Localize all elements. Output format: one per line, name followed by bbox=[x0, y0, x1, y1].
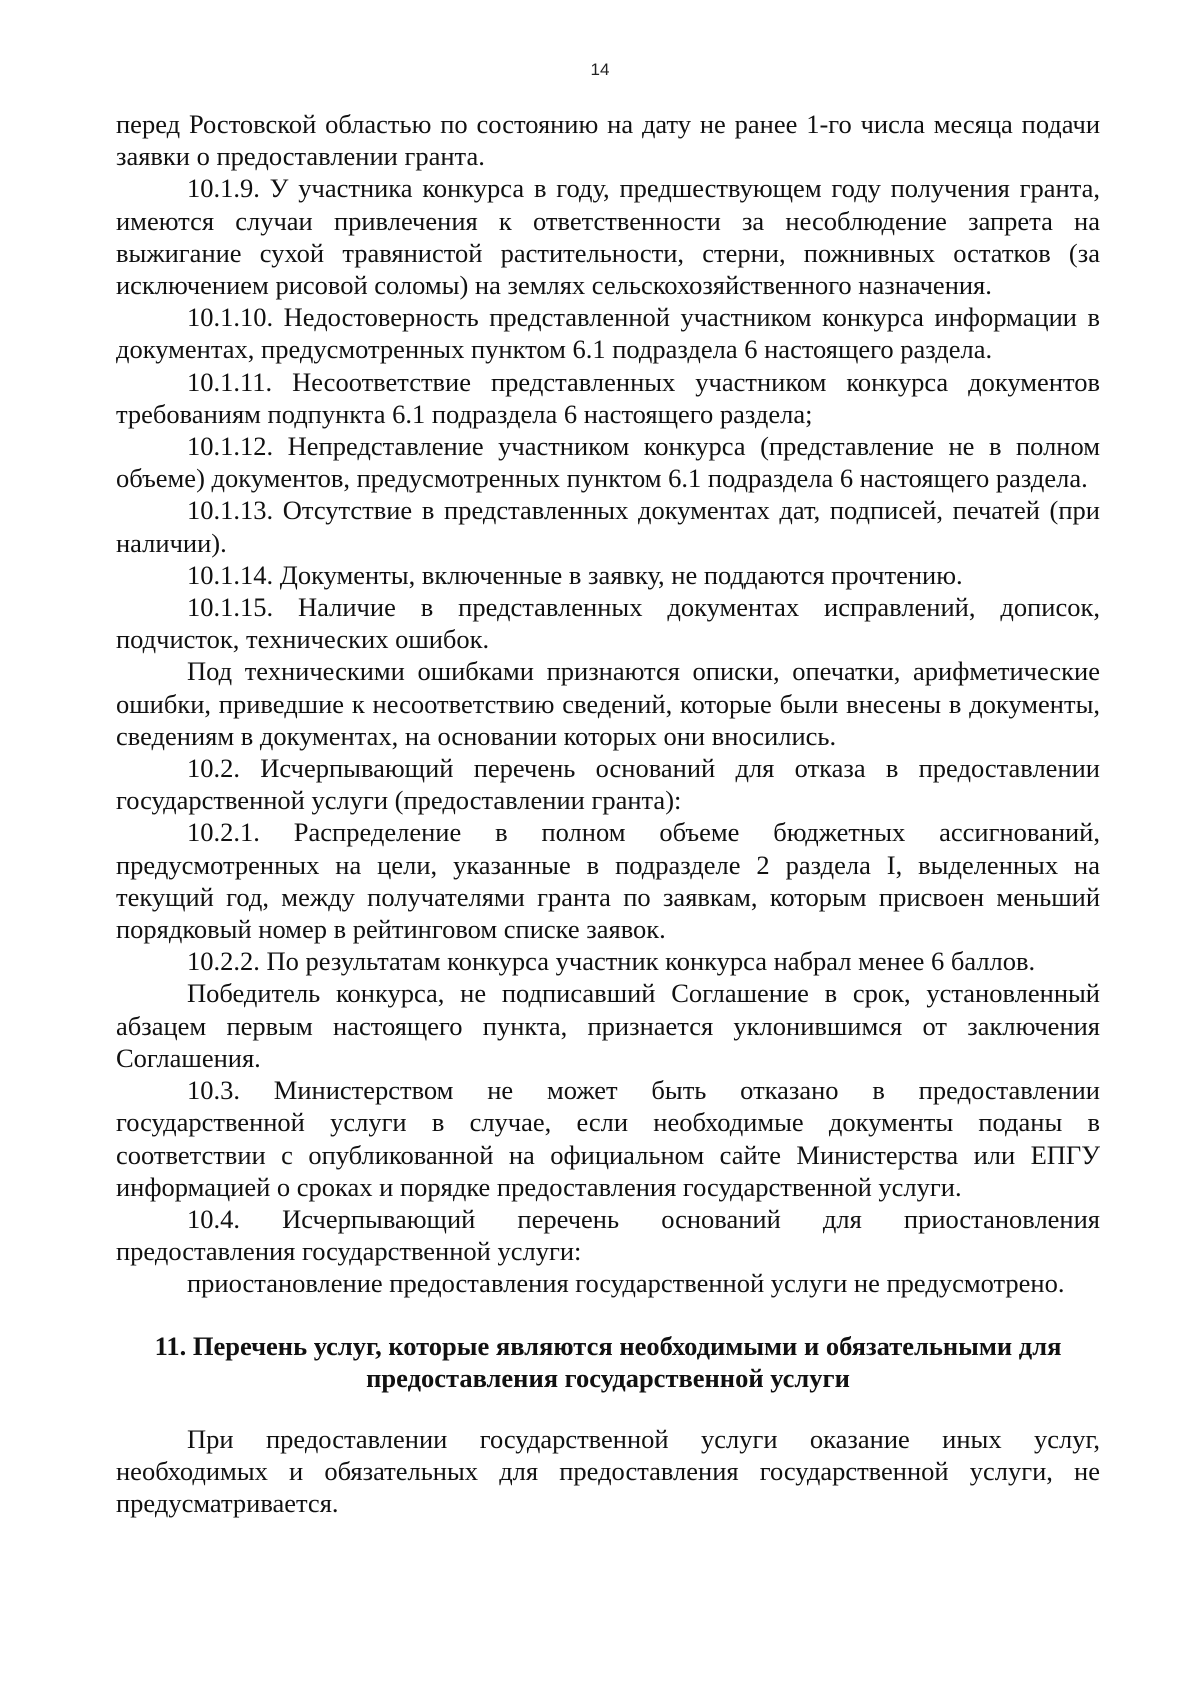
paragraph-10-1-9: 10.1.9. У участника конкурса в году, предшествующем году получения гранта, имеются случаи привлечения к ответственности за несоблюдение запрета на выжигание сухой травянистой растительности, стерни, пожнивных остатков (за исключением рисовой соломы) на землях сельскохозяйственного назначения. bbox=[116, 173, 1100, 301]
paragraph-10-3: 10.3. Министерством не может быть отказано в предоставлении государственной услуги в случае, если необходимые документы поданы в соответствии с опубликованной на официальном сайте Министерства или ЕПГУ информацией о сроках и порядке предоставления государственной услуги. bbox=[116, 1075, 1100, 1202]
paragraph-section-11: При предоставлении государственной услуги оказание иных услуг, необходимых и обязательных для предоставления государственной услуги, не предусматривается. bbox=[116, 1423, 1100, 1519]
section-heading-line1: 11. Перечень услуг, которые являются необходимыми и обязательными для bbox=[154, 1330, 1062, 1361]
paragraph-10-1-13: 10.1.13. Отсутствие в представленных документах дат, подписей, печатей (при наличии). bbox=[116, 495, 1100, 558]
paragraph-10-2-1: 10.2.1. Распределение в полном объеме бюджетных ассигнований, предусмотренных на цели, указанные в подразделе 2 раздела I, выделенных на текущий год, между получателями гранта по заявкам, которым присвоен меньший порядковый номер в рейтинговом списке заявок. bbox=[116, 817, 1100, 945]
document-body bbox=[116, 108, 1100, 1520]
paragraph-10-1-14: 10.1.14. Документы, включенные в заявку, не поддаются прочтению. bbox=[187, 559, 963, 590]
section-heading-line2: предоставления государственной услуги bbox=[366, 1362, 850, 1393]
paragraph-10-2: 10.2. Исчерпывающий перечень оснований для отказа в предоставлении государственной услуги (предоставлении гранта): bbox=[116, 753, 1100, 816]
paragraph-winner: Победитель конкурса, не подписавший Соглашение в срок, установленный абзацем первым настоящего пункта, признается уклонившимся от заключения Соглашения. bbox=[116, 978, 1100, 1073]
paragraph-10-1-11: 10.1.11. Несоответствие представленных участником конкурса документов требованиям подпункта 6.1 подраздела 6 настоящего раздела; bbox=[116, 366, 1100, 429]
paragraph: перед Ростовской областью по состоянию на дату не ранее 1-го числа месяца подачи заявки о предоставлении гранта. bbox=[116, 109, 1100, 172]
paragraph-10-2-2: 10.2.2. По результатам конкурса участник конкурса набрал менее 6 баллов. bbox=[187, 946, 1036, 977]
paragraph-10-1-10: 10.1.10. Недостоверность представленной участником конкурса информации в документах, предусмотренных пунктом 6.1 подраздела 6 настоящего раздела. bbox=[116, 302, 1100, 365]
paragraph-10-4: 10.4. Исчерпывающий перечень оснований для приостановления предоставления государственной услуги: bbox=[116, 1203, 1100, 1267]
section-heading bbox=[116, 1330, 1100, 1394]
paragraph-10-1-12: 10.1.12. Непредставление участником конкурса (представление не в полном объеме) документов, предусмотренных пунктом 6.1 подраздела 6 настоящего раздела. bbox=[116, 431, 1100, 494]
paragraph-suspension: приостановление предоставления государственной услуги не предусмотрено. bbox=[187, 1268, 1065, 1299]
paragraph-technical-errors: Под техническими ошибками признаются описки, опечатки, арифметические ошибки, приведшие к несоответствию сведений, которые были внесены в документы, сведениям в документах, на основании которых они вносились. bbox=[116, 656, 1100, 751]
page-number: 14 bbox=[590, 60, 610, 79]
paragraph-10-1-15: 10.1.15. Наличие в представленных документах исправлений, дописок, подчисток, технических ошибок. bbox=[116, 592, 1100, 655]
